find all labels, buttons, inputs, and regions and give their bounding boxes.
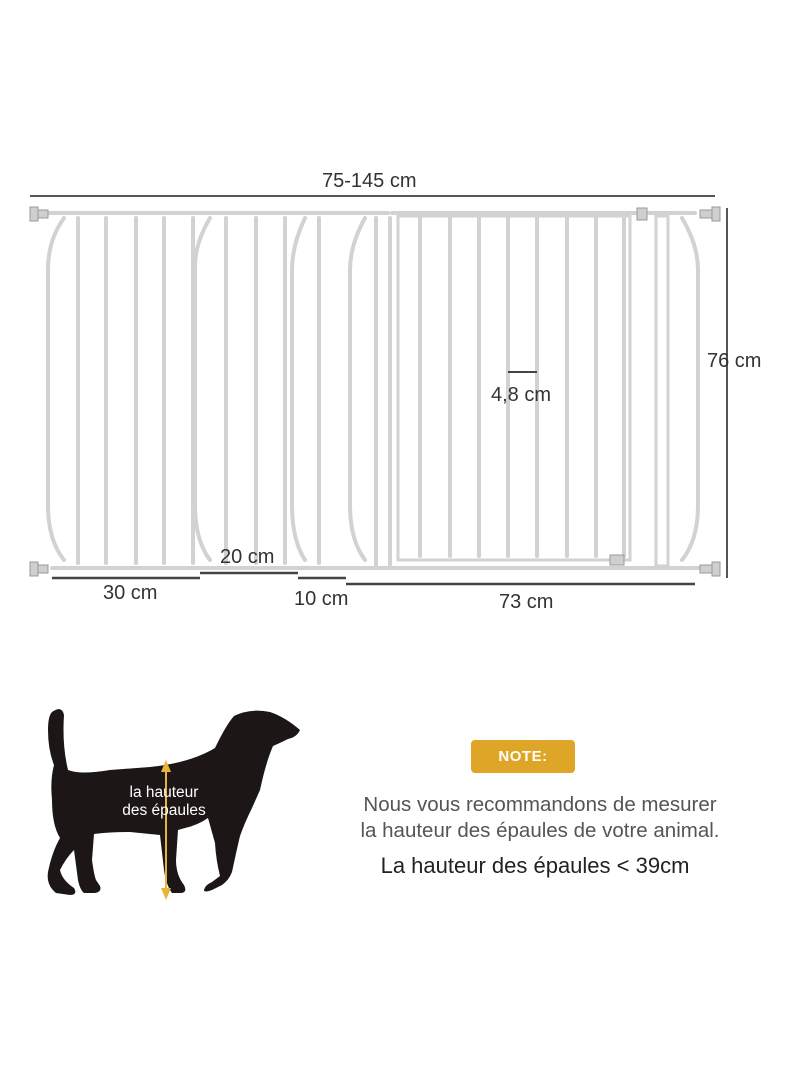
shoulder-label-line2: des épaules: [122, 802, 206, 819]
ext-20-label: 20 cm: [220, 546, 275, 568]
shoulder-label: [104, 784, 224, 820]
ext-10-label: 10 cm: [294, 588, 349, 610]
note-line1: Nous vous recommandons de mesurer: [363, 793, 717, 816]
ext-30-label: 30 cm: [103, 582, 158, 604]
bar-gap-label: 4,8 cm: [491, 384, 552, 406]
gate-frame: [48, 213, 700, 568]
note-highlight: La hauteur des épaules < 39cm: [380, 853, 690, 878]
note-line2: la hauteur des épaules de votre animal.: [360, 819, 720, 842]
note-badge: NOTE:: [471, 740, 575, 773]
gate-width-label: 73 cm: [499, 591, 554, 613]
total-width-label: 75-145 cm: [322, 170, 417, 192]
shoulder-label-line1: la hauteur: [129, 784, 199, 801]
height-label: 76 cm: [707, 350, 762, 372]
